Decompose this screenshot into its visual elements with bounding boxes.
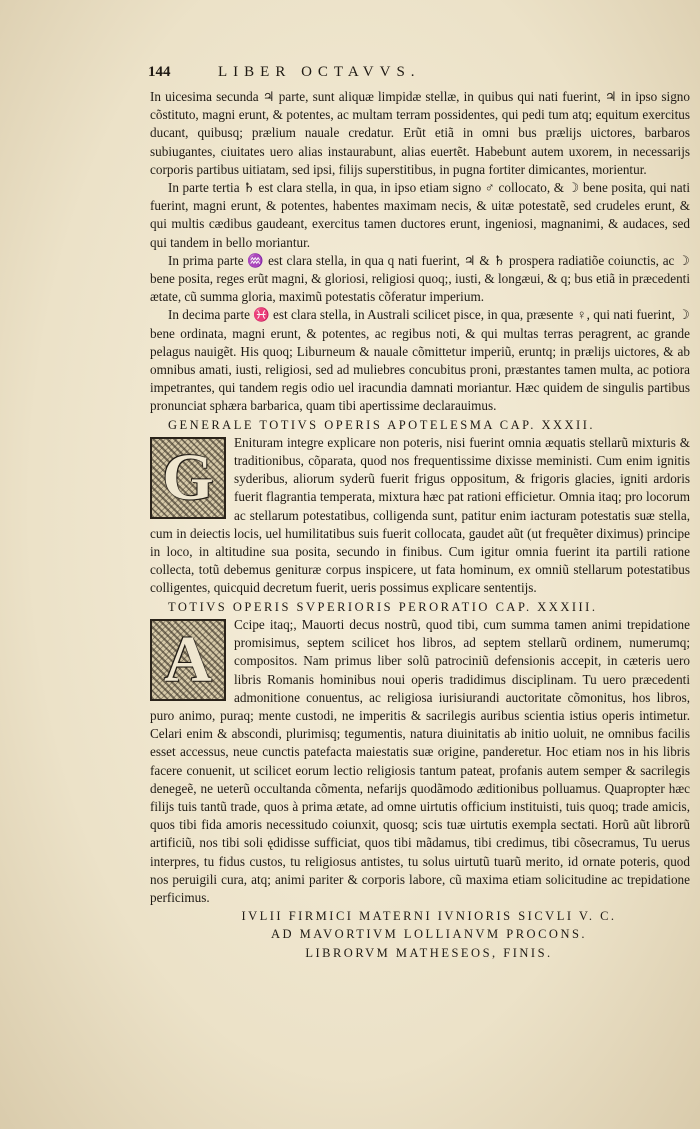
- paragraph: Ccipe itaq;, Mauorti decus nostrũ, quod tibi, cum summa tamen animi trepidatione promisimus, septem scilicet hos libros, ad septem stellarũ ordinem, numerumq; compositos. Nam primus liber solũ patrociniũ defensionis accepit, in cæteris uero libris Romanis hominibus noui operis tradidimus disciplinam. Tu uero præcedenti admonitione conuentus, ac religiosa iurisiurandi auctoritate cõmonitus, hos libros, puro animo, puraq; mente custodi, ne imperitis & sacrilegis auribus scientia istius operis intimetur. Celari enim & abscondi, plurimisq; tegumentis, natura diuinitatis ab initio uoluit, ne omnibus facilis esset accessus, neue cunctis patefacta maiestatis suæ origine, panderetur. Hoc etiam nos in his libris facere conuenit, ut scilicet eorum lectio religiosis tantum pateat, profanis autem semper & sacrilegis denegeẽ, ne ueterũ occultanda cõmenta, nefarijs quodãmodo æditionibus polluamus. Quapropter hæc filijs tuis tantũ trade, quos à prima ætate, ad omne uirtutis officium instituisti, tuis quoq; trade amicis, quos tibi fida amoris necessitudo coiunxit, quosq; scis tuæ uirtutis exempla sectati. Horũ aũt librorũ artificiũ, nos tibi soli ędidisse sufficiat, quos tibi mãdamus, tibi credimus, tibi cõsecramus, Tu uerus interpres, tu fidus custos, tu religiosus antistes, tu solus uirtutũ tuarũ merito, id ornate poteris, quod nos peruigili cura, atq; animi pariter & corporis labore, cũ maxima etiam solicitudine ac trepidatione perficimus.: [150, 616, 690, 905]
- page-number: 144: [148, 64, 171, 80]
- initial-letter: G: [162, 440, 214, 514]
- colophon-line: AD MAVORTIVM LOLLIANVM PROCONS.: [270, 927, 588, 942]
- colophon-line: IVLII FIRMICI MATERNI IVNIORIS SICVLI V. C.: [241, 909, 617, 924]
- paragraph: In decima parte ♓ est clara stella, in Australi scilicet pisce, in qua, præsente ♀, qui nati fuerint, ☽ bene ordinata, magni erunt, & potentes, ac regibus noti, & qui multas terras peragrent, ac grande pelagus nauigẽt. His quoq; Liburneum & nauale cõmittetur imperiũ, eruntq; in prælijs uictores, & ab omnibus amati, iusti, religiosi, sed ad muliebres concubitus proni, præstantes tamen multa, ac potiora impetrantes, qui tandem regis odio uel iracundia damnati moriantur. Hæc quidem de singulis partibus pronunciat sphæra barbarica, quam tibi apertissime declarauimus.: [150, 307, 690, 414]
- paragraph: Enituram integre explicare non poteris, nisi fuerint omnia æquatis stellarũ mixturis & traditionibus, cõparata, quod nos frequentissime dixisse meministi. Cum enim ignitis syderibus, aliorum syderũ fuerit frigus oppositum, & frigoris glacies, igniti ardoris fuerit flagrantia temperata, mixtura hæc pat rationi efficietur. Omnia itaq; pro locorum ac stellarum potestatibus, colligenda sunt, patitur enim iacturam potestatis suæ stella, cum in deiectis locis, uel humilitatibus suis fuerit collocata, gaudet aũt (ut frequẽter diximus) principe in loco, in altitudine sua posita, secundo in finibus. Cum igitur omnia fuerint ita partili ratione collecta, totũ debemus genituræ corpus inspicere, ut fata hominum, ex omniũ stellarum potestatibus colligentes, quicquid decretum fuerit, ueris possimus explicare sententijs.: [150, 434, 690, 596]
- chapter-heading: GENERALE TOTIVS OPERIS APOTELESMA CAP. XXXII.: [168, 417, 595, 432]
- running-head: LIBER OCTAVVS.: [218, 64, 421, 80]
- colophon-line: LIBRORVM MATHESEOS, FINIS.: [305, 945, 553, 960]
- body-text: [150, 88, 690, 962]
- page-header: [148, 64, 598, 86]
- paragraph: In uicesima secunda ♃ parte, sunt aliquæ limpidæ stellæ, in quibus qui nati fuerint, ♃ in ipso signo cõstituto, magni erunt, & potentes, ac multam terram possidentes, qui pedi tum atq; equitum exercitus ducant, quibusq; prælium nauale credatur. Erũt etiã in omni bus prælijs uictores, barbaros subiugantes, ciuitates uero alias instaurabunt, alias euertẽt. Habebunt autem uxorem, in necessarijs corporis partibus uitiatam, sed ipsi, filijs superstitibus, in pugna fortiter dimicantes, morientur.: [150, 89, 690, 177]
- paragraph: In parte tertia ♄ est clara stella, in qua, in ipso etiam signo ♂ collocato, & ☽ bene posita, qui nati fuerint, magni erunt, & potentes, habentes maximam necis, & uitæ potestatẽ, sed crudeles erunt, & qui multis cædibus gaudeant, exercitus tamen ductores erunt, ingeniosi, magnanimi, & audaces, sed qui tandem in bello moriantur.: [150, 180, 690, 250]
- initial-letter: A: [164, 622, 212, 696]
- paragraph: In prima parte ♒ est clara stella, in qua q nati fuerint, ♃ & ♄ prospera radiatiõe coiunctis, ac ☽ bene posita, reges erũt magni, & gloriosi, religiosi quoq;, iusti, & longæui, & q; bus etiã in præcedenti ætate, cũ summa gloria, maximũ potestatis cõferatur imperium.: [150, 252, 690, 305]
- decorated-initial: [150, 619, 226, 701]
- chapter-heading: TOTIVS OPERIS SVPERIORIS PERORATIO CAP. XXXIII.: [168, 599, 598, 614]
- decorated-initial: [150, 437, 226, 519]
